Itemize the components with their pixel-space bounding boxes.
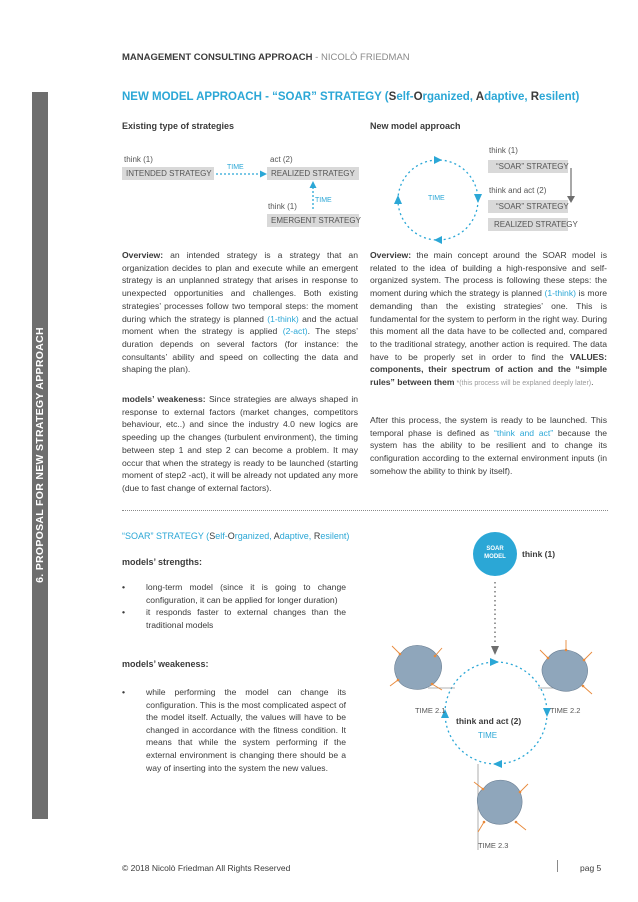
section-divider [122,510,608,511]
page-number: pag 5 [580,863,602,873]
header-sep: - [312,52,321,63]
title-esilent: esilent) [539,91,580,103]
left-overview-h2: (2-act) [282,326,308,337]
time-h-arrow [214,168,268,180]
bullet: • [122,687,126,697]
weakness-list [122,686,346,774]
left-overview-t2: and the actual moment when the strategy is applied [122,313,358,337]
bullet: • [122,582,126,592]
emergent-think-label: think (1) [268,202,297,211]
intended-think-label: think (1) [124,155,153,164]
list-item [122,606,346,631]
soar-strategy-box-1: “SOAR” STRATEGY [488,160,568,173]
soar-strategy-box-2: “SOAR” STRATEGY [488,200,568,213]
title-prefix: NEW MODEL APPROACH - “SOAR” STRATEGY ( [122,91,389,103]
right-overview-lead: Overview: [370,250,412,260]
side-label: 6. PROPOSAL FOR NEW STRATEGY APPROACH [34,327,46,583]
left-overview-t3: . The steps’ duration depends on several factors (for instance: the consultants’ ability and speed on collecting the data and shaping the plan). [122,326,358,375]
cycle-arrow-top [490,658,499,666]
soar-sub-elf: elf- [215,531,228,541]
right-heading: New model approach [370,121,461,131]
cycle-arrow-bottom [493,760,502,768]
realized-strategy-box-2: REALIZED STRATEGY [488,218,568,231]
right-after-h1: “think and act” [493,427,554,438]
soar-sub-o: O [227,531,235,541]
down-arrow [565,168,577,204]
soar-sub-r: R [313,531,321,541]
strength-2: it responds faster to external changes than the traditional models [146,607,346,630]
footer-divider [557,860,558,872]
blob-time-2-3 [477,780,522,824]
connector-arrowhead [491,646,499,655]
right-after-t1: After this process, the system is ready to be launched. This temporal phase is defined as [370,415,607,438]
soar-model-diagram [380,520,610,855]
title-rganized: rganized, [422,91,476,103]
right-overview-values: VALUES: components, their spectrum of action and the “simple rules” between them [370,351,607,388]
soar-sub-daptive: daptive, [279,531,314,541]
left-weakness-lead: models’ weakeness: [122,394,206,404]
title-a: A [475,91,485,103]
soar-sub-s: S [209,531,216,541]
time-cycle [445,662,547,764]
act-label: act (2) [270,155,293,164]
time-h-label: TIME [227,164,244,171]
bottom-think-act-label: think and act (2) [456,716,522,726]
header-author: NICOLÒ FRIEDMAN [320,52,410,63]
cycle-time-label: TIME [428,195,445,202]
left-overview-lead: Overview: [122,250,164,260]
intended-strategy-box: INTENDED STRATEGY [122,167,214,180]
left-overview [122,249,358,376]
right-overview-t1: the main concept around the SOAR model is related to the idea of building a high-responsive and self-organized system. The process is following these steps: the moment during which the strategy is planned [370,250,607,299]
title-s: S [388,91,397,103]
list-item [122,686,346,774]
think-act-label: think and act (2) [489,186,547,195]
strength-1: long-term model (since it is going to change configuration, it can be applied for longer duration) [146,582,346,605]
soar-sub-a: “SOAR” STRATEGY ( [122,531,210,541]
strengths-heading: models’ strengths: [122,557,203,567]
right-after [370,414,607,478]
time-v-label: TIME [315,197,332,204]
time-2-1-label: TIME 2.1 [415,706,446,715]
right-after-t2: because the system has the ability to be resilient and to change its configuration according to the external environment inputs (in somehow the ability to think by itself). [370,427,607,476]
weakness-1: while performing the model can change its configuration. This is the most complicated aspect of the model itself. Actually, the values will have to be changed in accordance with the fitness condition. It means that while the system performing if the external environment is changing there should be a way of inserting into the system the new values. [146,687,346,773]
bottom-think-label: think (1) [522,549,556,559]
footer-copyright: © 2018 Nicolò Friedman All Rights Reserved [122,863,291,873]
time-2-2-label: TIME 2.2 [550,706,581,715]
title-r: R [530,91,540,103]
right-overview-t2: is more demanding than the existing strategies’ one. This is fundamental for the system to perform in the right way. During this moment all the data have to be collected and, compared to the traditional strategy, another action is required. The data have to be properly set in order to find the [370,288,607,362]
right-overview-note: *(this process will be explaned deeply later) [454,380,592,388]
time-v-arrow [307,181,319,211]
page-header [122,52,410,63]
soar-model-label-1: SOAR [486,546,504,552]
weakness-heading: models’ weakeness: [122,659,209,669]
bullet: • [122,607,126,618]
bottom-time-label: TIME [478,731,498,740]
left-weakness [122,393,358,495]
soar-sub-rganized: rganized, [234,531,274,541]
right-overview [370,249,607,391]
title-o: O [413,91,423,103]
soar-model-label-2: MODEL [484,554,506,560]
right-overview-t3: . [591,377,594,388]
blob-time-2-2 [542,650,588,691]
left-overview-t1: an intended strategy is a strategy that an organization decides to plan and execute while an emergent strategy is an unplanned strategy that arises in response to unexpected opportunities and challenges. Both existing strategies’ processes follow two temporal steps: the moment during which the strategy is planned [122,250,358,324]
time-2-3-label: TIME 2.3 [478,841,509,850]
left-overview-h1: (1-think) [267,313,299,324]
new-think-label: think (1) [489,146,518,155]
soar-subtitle [122,531,349,541]
page-title [122,91,579,103]
soar-sub-ad: A [273,531,280,541]
emergent-strategy-box: EMERGENT STRATEGY [267,214,359,227]
left-heading: Existing type of strategies [122,121,235,131]
soar-model-label [480,545,510,561]
title-daptive: daptive, [484,91,531,103]
title-elf: elf- [396,91,414,103]
right-overview-h1: (1-think) [544,288,576,299]
list-item [122,581,346,606]
soar-sub-esilent: esilent) [320,531,350,541]
realized-strategy-box: REALIZED STRATEGY [267,167,359,180]
strengths-list [122,581,346,631]
left-weakness-t1: Since strategies are always shaped in response to external factors (market changes, competitors behaviour, etc..) and since the industry 4.0 new logics are speeding up the changes (turbulent environment), the timing between step 1 and step 2 can become a problem. It may occur that when the strategy is ready to be launched (starting moment of step2 -act), it will be already not updated any more (due to fast change of external factors). [122,394,359,493]
blob-time-2-1 [395,645,442,689]
header-title: MANAGEMENT CONSULTING APPROACH [122,52,313,63]
